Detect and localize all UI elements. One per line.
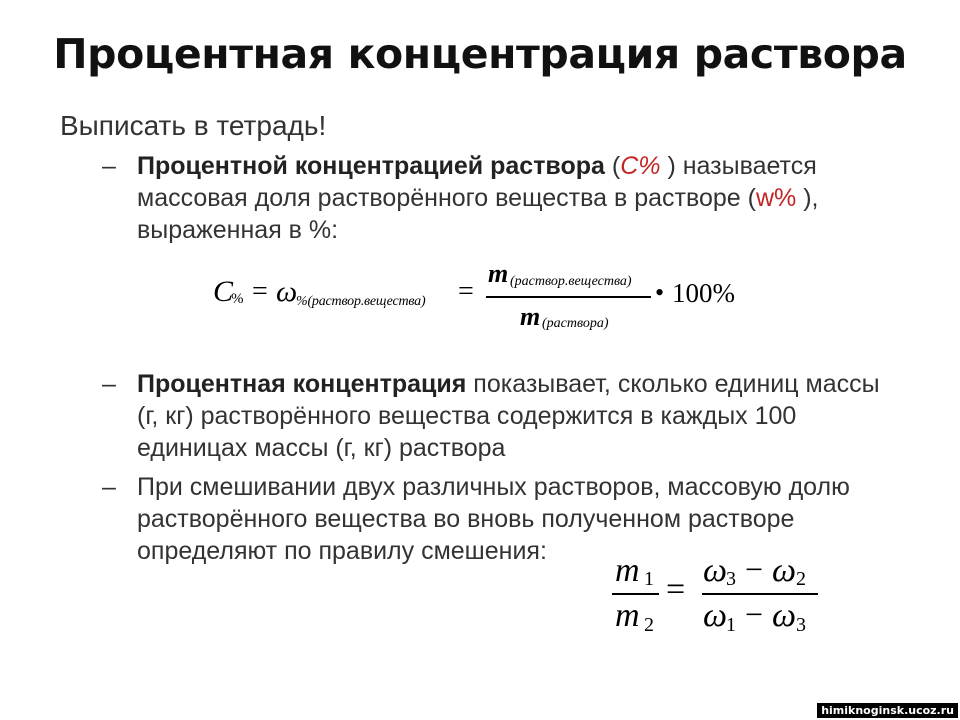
formula-omega: ω [276, 275, 298, 308]
bullet-explanation [102, 368, 897, 464]
symbol-c-percent: С% [620, 152, 661, 180]
bullet-text-end: ), выраженная в %: [137, 184, 819, 244]
formula-m1-sub: 1 [644, 568, 654, 590]
formula-omega1: ω [703, 597, 728, 634]
formula-c-sub: % [231, 291, 244, 307]
bullet-dash: – [102, 473, 116, 501]
bullet-definition [102, 150, 897, 246]
formula-numerator-sub: (раствор.вещества) [510, 274, 632, 289]
formula-denominator: m [520, 302, 541, 331]
bullet-text: При смешивании двух различных растворов, массовую долю растворённого вещества во вновь полученном растворе определяют по правилу смешения: [137, 473, 850, 565]
intro-text: Выписать в тетрадь! [60, 110, 327, 141]
bullet-dash: – [102, 152, 116, 180]
formula-m2-sub: 2 [644, 614, 654, 636]
page-title: Процентная концентрация раствора [53, 30, 907, 78]
formula-eq: = [458, 276, 474, 307]
bullet-text: ) называется массовая доля растворённого вещества в растворе ( [137, 152, 817, 212]
formula-m2: m [615, 597, 640, 634]
formula-dot: • [655, 278, 665, 307]
formula-omega-sub: %(раствор.вещества) [296, 294, 426, 309]
formula-denominator-sub: (раствора) [542, 316, 609, 331]
paren-open: ( [604, 152, 621, 180]
bullet-bold-term: Процентная концентрация [137, 370, 467, 398]
formula-omega3: ω [703, 552, 728, 589]
formula-hundred-percent: 100% [672, 278, 735, 308]
fraction-bar [486, 296, 651, 298]
watermark: himiknoginsk.ucoz.ru [817, 703, 958, 718]
formula-omega3-sub: 3 [726, 568, 736, 590]
formula-m1: m [615, 552, 640, 589]
formula-eq: = [252, 276, 268, 307]
formula-omega2-sub: 2 [796, 568, 806, 590]
formula-c: C [213, 275, 234, 308]
fraction-bar-left [612, 593, 659, 595]
formula-minus: − [745, 596, 764, 632]
formula-omega2: ω [772, 552, 797, 589]
formula-minus: − [745, 551, 764, 587]
formula-omega3-sub: 3 [796, 614, 806, 636]
formula-omega3: ω [772, 597, 797, 634]
bullet-bold-term: Процентной концентрацией раствора [137, 152, 605, 180]
bullet-dash: – [102, 370, 116, 398]
bullet-text: показывает, сколько единиц массы (г, кг) растворённого вещества содержится в каждых 100 единицах массы (г, кг) раствора [137, 370, 880, 462]
fraction-bar-right [702, 593, 818, 595]
symbol-w-percent: w% [755, 184, 797, 212]
formula-numerator: m [488, 259, 509, 288]
formula-omega1-sub: 1 [726, 614, 736, 636]
formula-eq: = [666, 571, 686, 608]
